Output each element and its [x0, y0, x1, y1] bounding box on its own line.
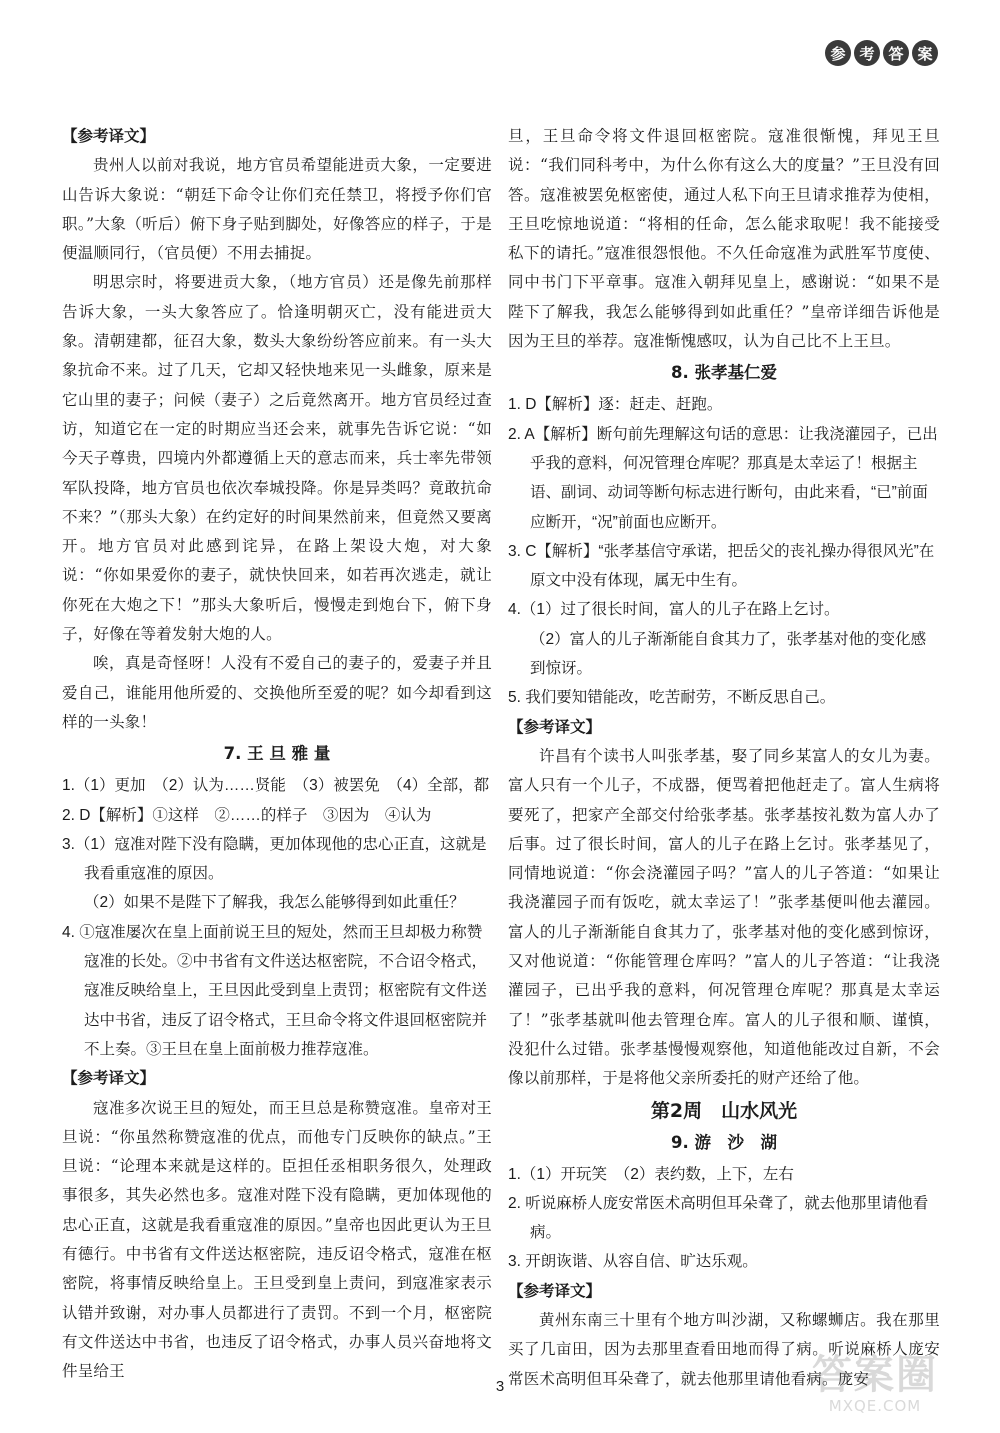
answer-item: 2. 听说麻桥人庞安常医术高明但耳朵聋了，就去他那里请他看病。 — [508, 1194, 929, 1242]
translation-paragraph: 明思宗时，将要进贡大象，（地方官员）还是像先前那样告诉大象，一头大象答应了。恰逢明朝灭亡，没有能进贡大象。清朝建都，征召大象，数头大象纷纷答应前来。有一头大象抗命不来。过了几天，它却又轻快地来见一头雌象，原来是它山里的妻子；问候（妻子）之后竟然离开。地方官员经过查访，知道它在一定的时期应当还会来，就事先告诉它说：“如今天子尊贵，四境内外都遵循上天的意志而来，兵士率先带领军队投降，地方官员也依次奉城投降。你是异类吗？竟敢抗命不来？”（那头大象）在约定好的时间果然前来，但竟然又要离开。地方官员对此感到诧异，在路上架设大炮，对大象说：“你如果爱你的妻子，就快快回来，如若再次逃走，就让你死在大炮之下！”那头大象听后，慢慢走到炮台下，俯下身子，好像在等着发射大炮的人。 — [62, 273, 492, 644]
badge-char: 考 — [854, 40, 880, 66]
answer-item: 1.（1）开玩笑 （2）表约数，上下，左右 — [508, 1165, 794, 1183]
answer-item: 4. ①寇准屡次在皇上面前说王旦的短处，然而王旦却极力称赞寇准的长处。②中书省有文件送达枢密院，不合诏令格式，寇准反映给皇上，王旦因此受到皇上责罚；枢密院有文件送达中书省，违反了诏令格式，王旦命令将文件退回枢密院并不上奏。③王旦在皇上面前极力推荐寇准。 — [62, 923, 488, 1058]
answer-item: 1.（1）更加 （2）认为……贤能 （3）被罢免 （4）全部，都 — [62, 777, 490, 795]
badge-char: 参 — [825, 40, 851, 66]
week-heading: 第2周 山水风光 — [650, 1099, 798, 1122]
section-label: 【参考译文】 — [62, 127, 156, 145]
watermark-logo — [790, 1353, 960, 1419]
answer-item: 2. A【解析】断句前先理解这句话的意思：让我浇灌园子，已出乎我的意料，何况管理仓库呢？那真是太幸运了！根据主语、副词、动词等断句标志进行断句，由此来看，“已”前面应断开，“况”前面也应断开。 — [508, 425, 938, 531]
lesson-heading: 8. 张孝基仁爱 — [671, 363, 777, 383]
answer-item: 1. D【解析】逐：赶走、赶跑。 — [508, 396, 723, 414]
section-label: 【参考译文】 — [62, 1069, 156, 1088]
lesson-heading: 9. 游 沙 湖 — [671, 1132, 777, 1152]
translation-paragraph: 黄州东南三十里有个地方叫沙湖，又称螺蛳店。我在那里买了几亩田，因为去那里查看田地而得了病。听说麻桥人庞安常医术高明但耳朵聋了，就去他那里请他看病。庞安 — [508, 1310, 940, 1388]
translation-paragraph: 寇准多次说王旦的短处，而王旦总是称赞寇准。皇帝对王旦说：“你虽然称赞寇准的优点，而他专门反映你的缺点。”王旦说：“论理本来就是这样的。臣担任丞相职务很久，处理政事很多，其失必然也多。寇准对陛下没有隐瞒，更加体现他的忠心正直，这就是我看重寇准的原因。”皇帝也因此更认为王旦有德行。中书省有文件送达枢密院，违反诏令格式，寇准在枢密院，将事情反映给皇上。王旦受到皇上责问，到寇准家表示认错并致谢，对办事人员都进行了责罚。不到一个月，枢密院有文件送达中书省，也违反了诏令格式，办事人员兴奋地将文件呈给王 — [62, 1098, 492, 1381]
answer-subitem: （2）如果不是陛下了解我，我怎么能够得到如此重任？ — [84, 894, 465, 912]
left-column — [62, 122, 492, 1386]
answer-key-badge — [825, 40, 938, 66]
page-number: 3 — [495, 1378, 505, 1395]
translation-paragraph: 许昌有个读书人叫张孝基，娶了同乡某富人的女儿为妻。富人只有一个儿子，不成器，便骂着把他赶走了。富人生病将要死了，把家产全部交付给张孝基。张孝基按礼数为富人办了后事。过了很长时间，富人的儿子在路上乞讨。张孝基见了，同情地说道：“你会浇灌园子吗？”富人的儿子答道：“如果让我浇灌园子而有饭吃，就太幸运了！”张孝基便叫他去灌园。富人的儿子渐渐能自食其力了，张孝基对他的变化感到惊讶，又对他说道：“你能管理仓库吗？”富人的儿子答道：“让我浇灌园子，已出乎我的意料，何况管理仓库呢？那真是太幸运了！”张孝基就叫他去管理仓库。富人的儿子很和顺、谨慎，没犯什么过错。张孝基慢慢观察他，知道他能改过自新，不会像以前那样，于是将他父亲所委托的财产还给了他。 — [508, 746, 940, 1088]
translation-paragraph: 旦，王旦命令将文件退回枢密院。寇准很惭愧，拜见王旦说：“我们同科考中，为什么你有这么大的度量？”王旦没有回答。寇准被罢免枢密使，通过人私下向王旦请求推荐为使相，王旦吃惊地说道：“将相的任命，怎么能求取呢！我不能接受私下的请托。”寇准很怨恨他。不久任命寇准为武胜军节度使、同中书门下平章事。寇准入朝拜见皇上，感谢说：“如果不是陛下了解我，我怎么能够得到如此重任？”皇帝详细告诉他是因为王旦的举荐。寇准惭愧感叹，认为自己比不上王旦。 — [508, 127, 940, 351]
section-label: 【参考译文】 — [508, 717, 602, 736]
answer-item: 3.（1）寇准对陛下没有隐瞒，更加体现他的忠心正直，这就是我看重寇准的原因。 — [62, 835, 487, 883]
translation-paragraph: 贵州人以前对我说，地方官员希望能进贡大象，一定要进山告诉大象说：“朝廷下命令让你们充任禁卫，将授予你们官职。”大象（听后）俯下身子贴到脚处，好像答应的样子，于是便温顺同行，（官员便）不用去捕捉。 — [62, 156, 492, 263]
watermark-text: 答案圈 — [812, 1352, 938, 1398]
answer-subitem: （2）富人的儿子渐渐能自食其力了，张孝基对他的变化感到惊讶。 — [530, 630, 927, 678]
answer-item: 3. 开朗诙谐、从容自信、旷达乐观。 — [508, 1253, 758, 1271]
answer-item: 2. D【解析】①这样 ②……的样子 ③因为 ④认为 — [62, 806, 432, 824]
section-label: 【参考译文】 — [508, 1281, 602, 1300]
answer-item: 5. 我们要知错能改，吃苦耐劳，不断反思自己。 — [508, 689, 836, 707]
badge-char: 答 — [883, 40, 909, 66]
translation-paragraph: 唉，真是奇怪呀！人没有不爱自己的妻子的，爱妻子并且爱自己，谁能用他所爱的、交换他所至爱的呢？如今却看到这样的一头象！ — [62, 654, 492, 731]
answer-item: 3. C【解析】“张孝基信守承诺，把岳父的丧礼操办得很风光”在原文中没有体现，属无中生有。 — [508, 542, 935, 590]
answer-item: 4.（1）过了很长时间，富人的儿子在路上乞讨。 — [508, 601, 840, 619]
right-column — [508, 122, 940, 1394]
badge-char: 案 — [912, 40, 938, 66]
watermark-url: MXQE.COM — [828, 1397, 922, 1415]
lesson-heading: 7. 王 旦 雅 量 — [223, 744, 331, 764]
